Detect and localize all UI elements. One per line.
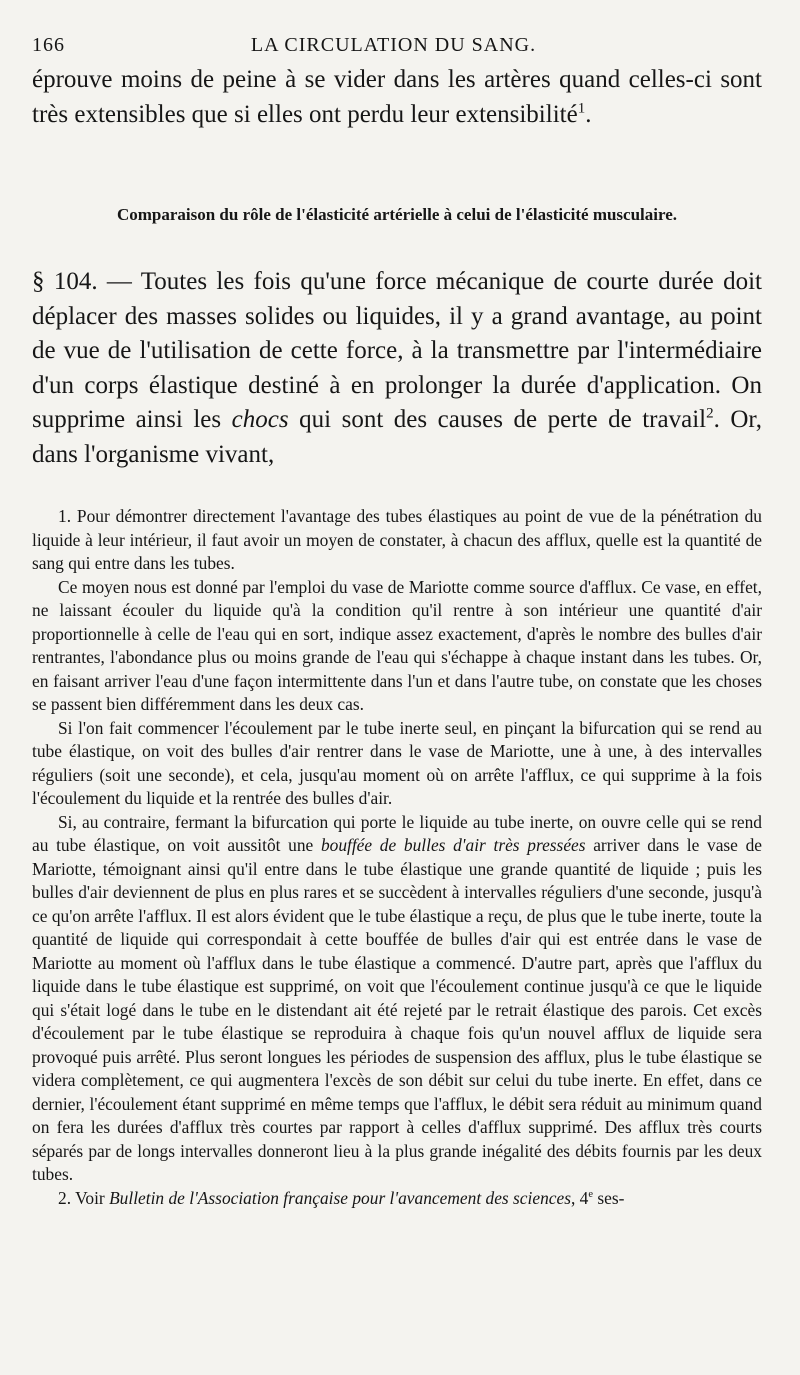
paragraph-104	[32, 265, 762, 472]
footnote-2-a: 2. Voir	[58, 1187, 110, 1208]
running-header	[32, 34, 762, 57]
footnote-2-emphasis: Bulletin de l'Association française pour l'avancement des sciences	[109, 1187, 571, 1208]
paragraph-emphasis: chocs	[231, 406, 289, 433]
paragraph-mid: qui sont des causes de perte de travail	[288, 406, 707, 433]
carryover-text	[32, 63, 762, 132]
footnote-ref-1: 1	[577, 100, 586, 117]
paragraph-lead: § 104. — Toutes les fois qu'une force mécanique de courte durée doit déplacer des masses solides ou liquides, il y a grand avantage, au point de vue de l'utilisation de cette force, à la transmettre par l'intermédiaire d'un corps élastique destiné à en prolonger la durée d'application. On supprime ainsi les	[32, 268, 762, 433]
footnote-1-para-3: Si l'on fait commencer l'écoulement par le tube inerte seul, en pinçant la bifurcation qui se rend au tube élastique, on voit des bulles d'air rentrer dans le vase de Mariotte, une à une, à des intervalles réguliers (soit une seconde), et cela, jusqu'au moment où on arrête l'afflux, ce qui supprime à la fois l'écoulement du liquide et la rentrée des bulles d'air.	[32, 717, 762, 808]
footnotes	[32, 505, 762, 1210]
carryover-end: .	[585, 100, 592, 128]
footnote-1-para-2: Ce moyen nous est donné par l'emploi du vase de Mariotte comme source d'afflux. Ce vase, en effet, ne laissant écouler du liquide qu'à la condition qu'il rentre à son intérieur une quantité d'air proportionnelle à celle de l'eau qui en sort, indique assez exactement, d'après le nombre des bulles d'air rentrantes, l'abondance plus ou moins grande de l'eau qui s'échappe à chaque instant dans les tubes. Or, en faisant arriver l'eau d'une façon intermittente dans l'un et dans l'autre tube, on constate que les choses se passent bien différemment dans les deux cas.	[32, 576, 762, 714]
footnote-1-para-4-b: arriver dans le vase de Mariotte, témoignant ainsi qu'il entre dans le tube élastique une grande quantité de liquide ; puis les bulles d'air deviennent de plus en plus rares et se succèdent à intervalles réguliers d'une seconde, jusqu'à ce qu'on arrête l'afflux. Il est alors évident que le tube élastique a reçu, de plus que le tube inerte, toute la quantité de liquide qui correspondait à cette bouffée de bulles d'air qui est entrée dans le vase de Mariotte au moment où l'afflux dans le tube élastique a commencé. D'autre part, après que l'afflux du liquide dans le tube élastique est supprimé, on voit que l'écoulement continue jusqu'à ce que le liquide qui s'était logé dans le tube en le distendant ait été rejeté par le retrait élastique des parois. Cet excès d'écoulement par le tube élastique se reproduira à chaque fois qu'un nouvel afflux de liquide sera provoqué puis arrêté. Plus seront longues les périodes de suspension des afflux, plus le tube élastique se videra complètement, ce qui augmentera l'excès de son débit sur celui du tube inerte. En effet, dans ce dernier, l'écoulement étant supprimé en même temps que l'afflux, le débit sera réduit au minimum quand on fera les durées d'afflux très courtes par rapport à celles d'afflux supprimé. Des afflux très courts séparés par de longs intervalles donneront lieu à la plus grande inégalité des débits fournis par les deux tubes.	[32, 835, 762, 1184]
footnote-1-para-4-emphasis: bouffée de bulles d'air très pressées	[320, 835, 586, 855]
running-title: LA CIRCULATION DU SANG.	[250, 34, 537, 56]
page-number: 166	[32, 34, 65, 56]
footnote-1-para-1: 1. Pour démontrer directement l'avantage des tubes élastiques au point de vue de la pénétration du liquide à leur intérieur, il faut avoir un moyen de constater, à chacun des afflux, quelle est la quantité de sang qui entre dans les tubes.	[32, 506, 762, 573]
footnote-2	[32, 1187, 762, 1211]
carryover-body: éprouve moins de peine à se vider dans les artères quand celles-ci sont très extensibles que si elles ont perdu leur extensibilité	[32, 66, 762, 128]
footnote-1-para-4	[32, 811, 762, 1187]
footnote-1-para-4-a: Si, au contraire, fermant la bifurcation qui porte le liquide au tube inerte, on ouvre celle qui se rend au tube élastique, on voit aussitôt une	[32, 811, 762, 855]
footnote-2-c: ses-	[593, 1187, 625, 1208]
footnote-2-sup: e	[588, 1188, 593, 1200]
footnote-ref-2: 2	[706, 405, 714, 422]
footnote-2-b: , 4	[570, 1187, 589, 1208]
paragraph-tail: . Or, dans l'organisme vivant,	[32, 406, 763, 468]
section-heading: Comparaison du rôle de l'élasticité artérielle à celui de l'élasticité musculaire.	[116, 205, 678, 224]
